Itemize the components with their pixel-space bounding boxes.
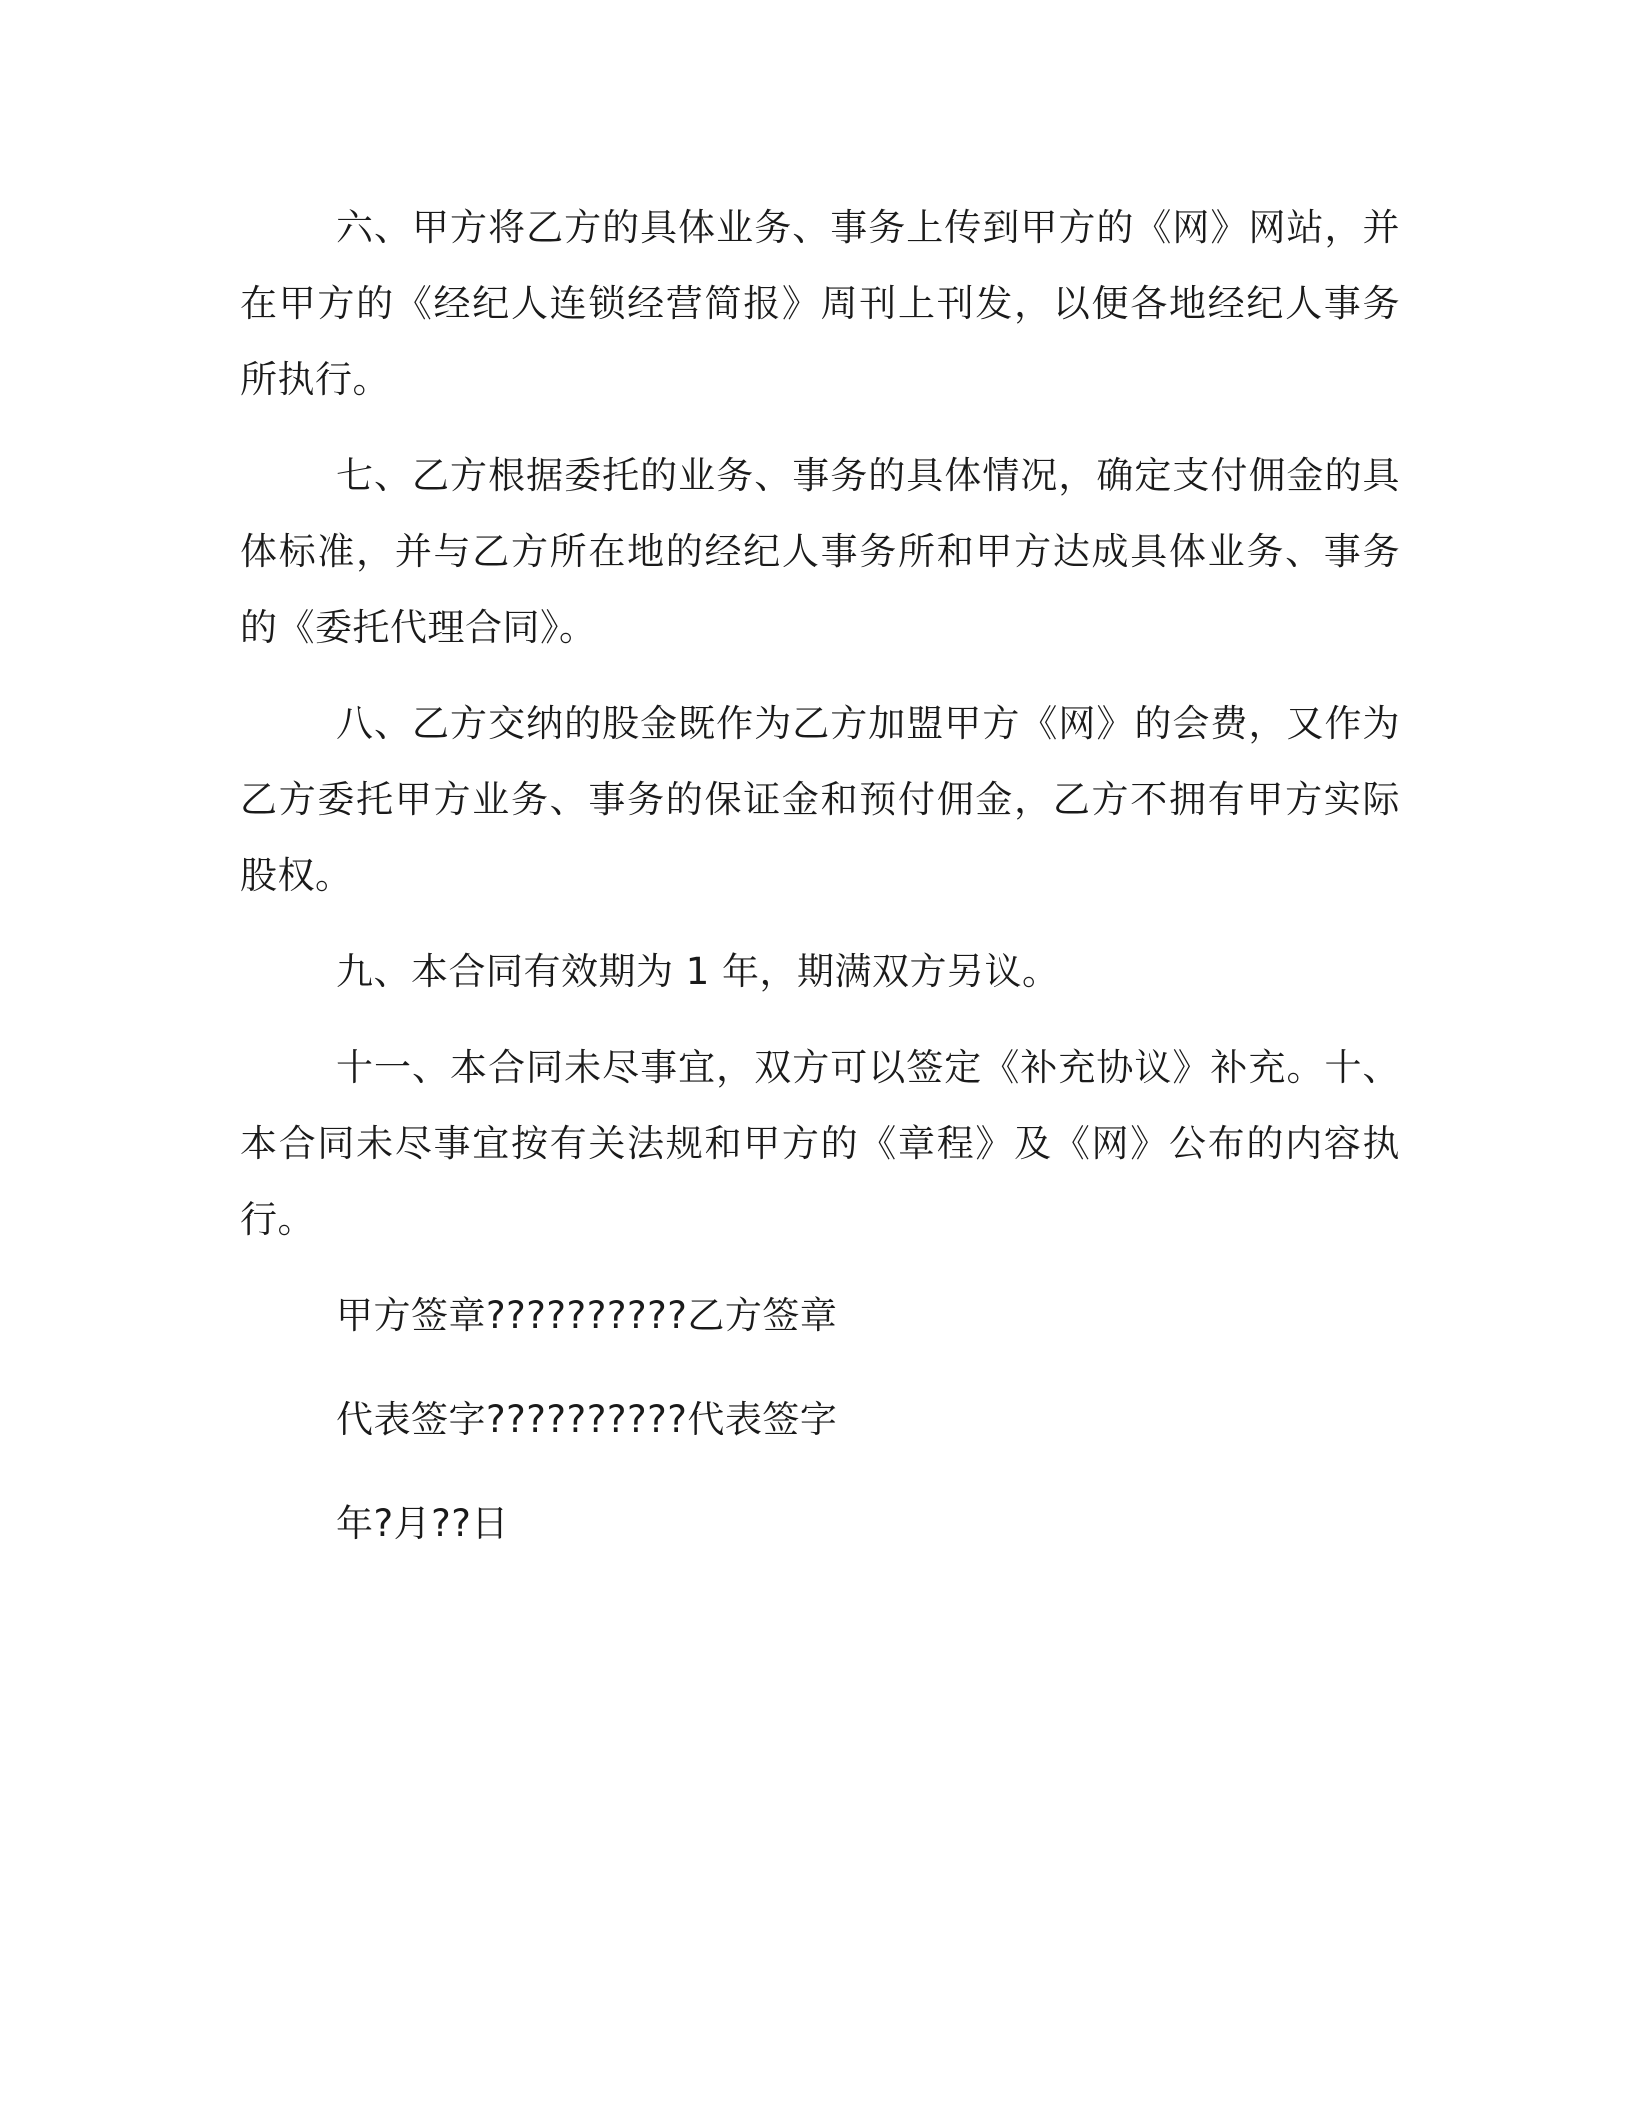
seal-line: 甲方签章??????????乙方签章: [336, 1294, 838, 1337]
clause-nine: 九、本合同有效期为 1 年，期满双方另议。: [336, 950, 1060, 993]
clause-six: 六、甲方将乙方的具体业务、事务上传到甲方的《网》网站，并在甲方的《经纪人连锁经营简报》周刊上刊发，以便各地经纪人事务所执行。: [240, 206, 1400, 401]
clause-seven: 七、乙方根据委托的业务、事务的具体情况，确定支付佣金的具体标准，并与乙方所在地的经纪人事务所和甲方达成具体业务、事务的《委托代理合同》。: [240, 454, 1400, 649]
date-line: 年?月??日: [336, 1502, 509, 1545]
contract-page: [240, 190, 1400, 1562]
clause-eight: 八、乙方交纳的股金既作为乙方加盟甲方《网》的会费，又作为乙方委托甲方业务、事务的保证金和预付佣金，乙方不拥有甲方实际股权。: [240, 702, 1400, 897]
clause-eleven: 十一、本合同未尽事宜，双方可以签定《补充协议》补充。十、本合同未尽事宜按有关法规和甲方的《章程》及《网》公布的内容执行。: [240, 1046, 1400, 1241]
signature-line: 代表签字??????????代表签字: [336, 1398, 838, 1441]
